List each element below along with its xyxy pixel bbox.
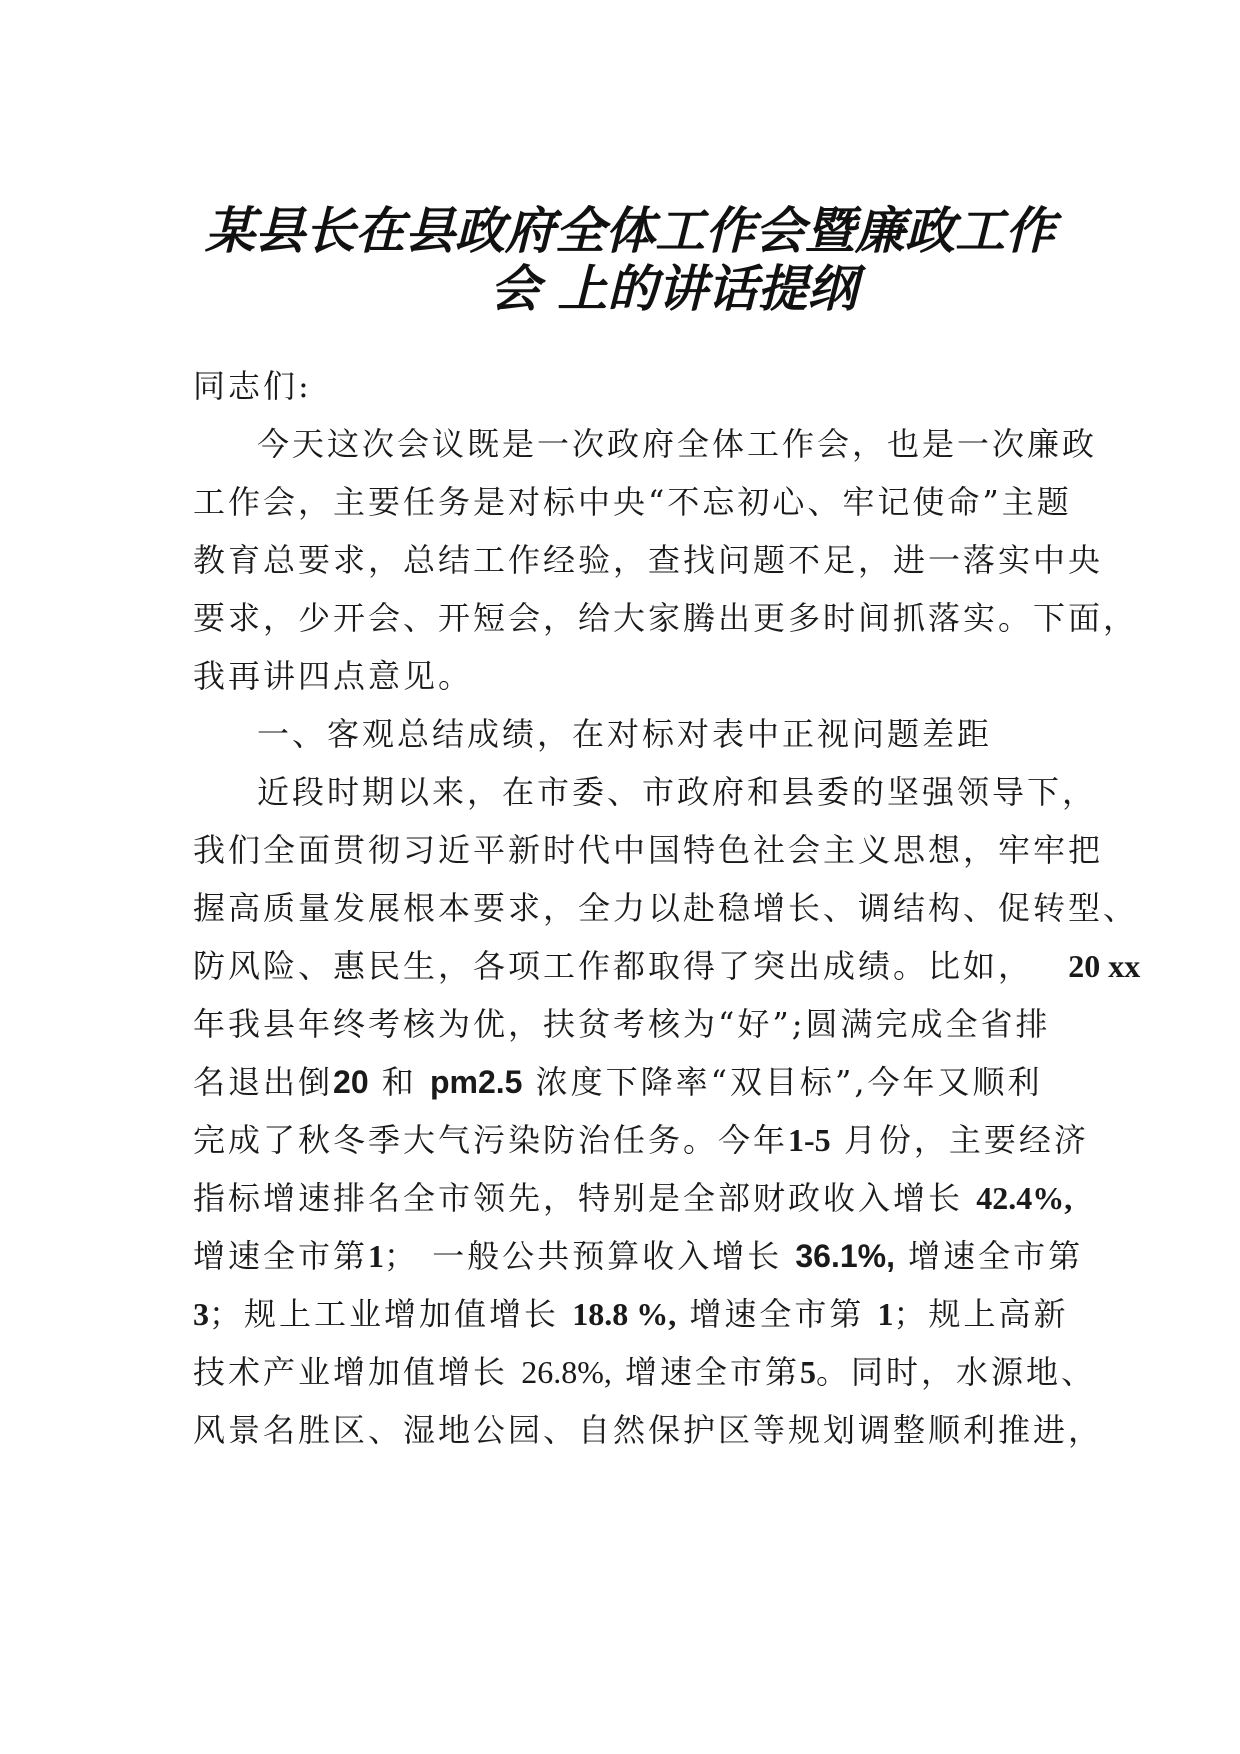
number-value: 5 — [800, 1354, 817, 1390]
paragraph-1-line: 我再讲四点意见。 — [193, 657, 474, 695]
document-title-line-2: 会 上的讲话提纲 — [490, 260, 858, 318]
text-run: 指标增速排名全市领先，特别是全部财政收入增长 — [193, 1179, 977, 1217]
number-value: 1-5 — [788, 1122, 831, 1158]
paragraph-1-line: 教育总要求，总结工作经验，查找问题不足，进一落实中央 — [193, 541, 1104, 579]
number-value: 1 — [368, 1238, 385, 1274]
paragraph-2-line — [193, 1352, 1096, 1392]
paragraph-2-line: 近段时期以来，在市委、市政府和县委的坚强领导下， — [257, 773, 1098, 811]
text-run: 月份，主要经济 — [830, 1121, 1089, 1159]
text-run: 增速全市第 — [895, 1237, 1084, 1275]
paragraph-2-line — [193, 1236, 1083, 1276]
salutation: 同志们: — [193, 367, 312, 405]
paragraph-2-line: 年我县年终考核为优，扶贫考核为“好”;圆满完成全省排 — [193, 1005, 1051, 1043]
section-heading-1: 一、客观总结成绩，在对标对表中正视问题差距 — [257, 715, 993, 753]
document-title-line-1: 某县长在县政府全体工作会暨廉政工作 — [205, 202, 1055, 260]
text-run: 浓度下降率“双目标”,今年又顺利 — [522, 1063, 1043, 1101]
paragraph-2-line — [193, 1062, 1043, 1102]
text-run: ； 一般公共预算收入增长 — [384, 1237, 796, 1275]
year-value: 20 xx — [1068, 948, 1141, 984]
text-run: 名退出倒 — [193, 1063, 334, 1101]
text-run: ；规上工业增加值增长 — [209, 1295, 573, 1333]
text-run: 增速全市第 — [676, 1295, 878, 1333]
paragraph-2-line — [193, 1294, 1069, 1334]
text-run: 增速全市第 — [193, 1237, 369, 1275]
paragraph-2-line: 握高质量发展根本要求，全力以赴稳增长、调结构、促转型、 — [193, 889, 1139, 927]
text-run: 增速全市第 — [611, 1353, 801, 1391]
text-run: 技术产业增加值增长 — [193, 1353, 522, 1391]
paragraph-2-line: 我们全面贯彻习近平新时代中国特色社会主义思想，牢牢把 — [193, 831, 1104, 869]
percent-value: 26.8%, — [521, 1354, 612, 1390]
paragraph-2-line — [193, 1178, 1072, 1218]
number-value: 1 — [877, 1296, 894, 1332]
text-run: 完成了秋冬季大气污染防治任务。今年 — [193, 1121, 789, 1159]
text-run: 防风险、惠民生，各项工作都取得了突出成绩。比如， — [193, 947, 1034, 985]
paragraph-1-line: 要求，少开会、开短会，给大家腾出更多时间抓落实。下面， — [193, 599, 1139, 637]
paragraph-1-line: 工作会，主要任务是对标中央“不忘初心、牢记使命”主题 — [193, 483, 1072, 521]
text-run: ；规上高新 — [893, 1295, 1069, 1333]
percent-value: 36.1%, — [795, 1238, 895, 1274]
number-value: 3 — [193, 1296, 209, 1332]
number-value: 20 — [333, 1064, 369, 1100]
percent-value: 42.4%, — [976, 1180, 1073, 1216]
paragraph-1-line: 今天这次会议既是一次政府全体工作会，也是一次廉政 — [257, 425, 1098, 463]
percent-value: 18.8 %, — [572, 1296, 677, 1332]
paragraph-2-line: 风景名胜区、湿地公园、自然保护区等规划调整顺利推进， — [193, 1411, 1104, 1449]
text-run: 和 — [368, 1063, 430, 1101]
paragraph-2-line — [193, 1120, 1089, 1160]
paragraph-2-line — [193, 946, 1140, 986]
text-run: 。同时，水源地、 — [816, 1353, 1097, 1391]
number-value: pm2.5 — [429, 1064, 523, 1100]
